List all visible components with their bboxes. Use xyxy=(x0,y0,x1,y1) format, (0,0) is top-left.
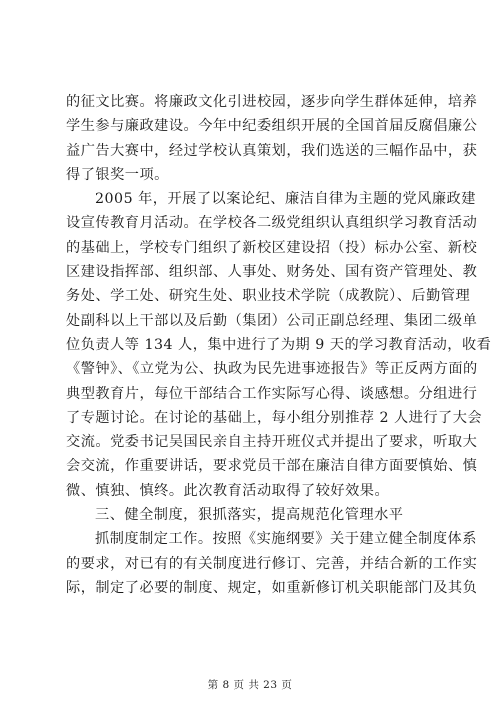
paragraph-first-line: 抓制度制定工作。按照《实施纲要》关于建立健全制度体系 xyxy=(95,531,477,548)
text-line: 会交流，作重要讲话，要求党员干部在廉洁自律方面要慎始、慎 xyxy=(66,458,478,475)
text-line: 《警钟》、《立党为公、执政为民先进事迹报告》等正反两方面的 xyxy=(66,361,478,378)
text-line: 区建设指挥部、组织部、人事处、财务处、国有资产管理处、教 xyxy=(66,264,478,281)
paragraph-first-line: 2005 年，开展了以案论纪、廉洁自律为主题的党风廉政建 xyxy=(95,191,476,208)
text-line: 的征文比赛。将廉政文化引进校园，逐步向学生群体延伸，培养 xyxy=(66,94,478,110)
text-line: 际，制定了必要的制度、规定，如重新修订机关职能部门及其负 xyxy=(66,579,478,596)
text-line: 设宣传教育月活动。在学校各二级党组织认真组织学习教育活动 xyxy=(66,215,478,232)
text-line: 得了银奖一项。 xyxy=(66,166,169,183)
text-line: 务处、学工处、研究生处、职业技术学院（成教院）、后勤管理 xyxy=(66,288,471,305)
text-line: 的要求，对已有的有关制度进行修订、完善，并结合新的工作实 xyxy=(66,555,478,572)
page-number-footer: 第 8 页 共 23 页 xyxy=(207,679,293,691)
text-line: 学生参与廉政建设。今年中纪委组织开展的全国首届反腐倡廉公 xyxy=(66,118,478,135)
text-line: 微、慎独、慎终。此次教育活动取得了较好效果。 xyxy=(66,482,390,499)
body-text xyxy=(66,90,492,600)
text-line: 的基础上，学校专门组织了新校区建设招（投）标办公室、新校 xyxy=(66,239,478,256)
text-line: 典型教育片，每位干部结合工作实际写心得、谈感想。分组进行 xyxy=(66,385,478,402)
text-line: 交流。党委书记吴国民亲自主持开班仪式并提出了要求，听取大 xyxy=(66,434,478,451)
text-line: 位负责人等 134 人，集中进行了为期 9 天的学习教育活动，收看 xyxy=(66,336,492,353)
text-line: 了专题讨论。在讨论的基础上，每小组分别推荐 2 人进行了大会 xyxy=(66,409,483,426)
text-line: 处副科以上干部以及后勤（集团）公司正副总经理、集团二级单 xyxy=(66,312,478,329)
section-heading: 三、健全制度，狠抓落实，提高规范化管理水平 xyxy=(95,507,404,524)
text-line: 益广告大赛中，经过学校认真策划，我们选送的三幅作品中，获 xyxy=(66,142,478,159)
